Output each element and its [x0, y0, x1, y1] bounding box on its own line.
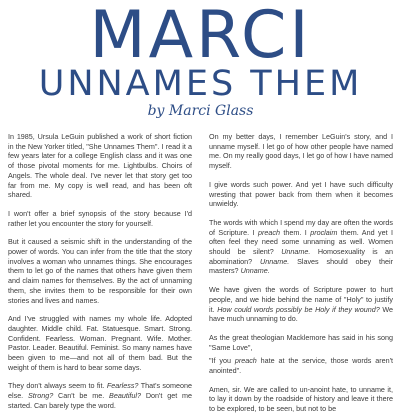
paragraph-7: I give words such power. And yet I have such difficulty wresting that power back from them when it becomes unwieldy.	[209, 179, 393, 209]
emphasis-text: Unname.	[281, 247, 311, 257]
paragraph-4: And I've struggled with names my whole life. Adopted daughter. Middle child. Fat. Statuesque. Smart. Strong. Confident. Fearless. Woman. Pregnant. Wife. Mother. Pastor. Leader. Beautiful. Feminist. So many names have been given to me—and not all of them bad. But the weight of them is hard to bear some days.	[8, 314, 192, 372]
left-column	[8, 132, 193, 410]
paragraph-9: We have given the words of Scripture power to hurt people, and we hide behind the name of "Holy" to justify it. How could words possibly be Holy if they wound? We have much unnaming to do.	[209, 285, 394, 324]
emphasis-text: Strong?	[28, 391, 54, 401]
paragraph-1: In 1985, Ursula LeGuin published a work of short fiction in the New Yorker titled, "She Unnames Them". I read it a few years later for a college English class and it was one of those pivotal moments for me. Lightbulbs. Choirs of Angels. The whole deal. I've never let that story get too far from me. My copy is well read, and has been oft shared.	[8, 132, 192, 200]
paragraph-6: On my better days, I remember LeGuin's story, and I unname myself. I let go of how other people have named me. On my really good days, I let go of how I have named myself.	[209, 132, 393, 171]
emphasis-text: Unname.	[240, 266, 270, 276]
article-subtitle: UNNAMES THEM	[38, 64, 363, 104]
emphasis-text: preach	[258, 227, 280, 237]
paragraph-11: "If you preach hate at the service, those words aren't anointed".	[209, 356, 393, 376]
paragraph-12: Amen, sir. We are called to un-anoint hate, to unname it, to lay it down by the roadside of history and leave it there to be explored, to be seen, but not to be	[209, 384, 393, 414]
emphasis-text: preach	[234, 356, 257, 366]
paragraph-5: They don't always seem to fit. Fearless? That's someone else. Strong? Can't be me. Beautiful? Don't get me started. Can barely type the word.	[8, 381, 193, 410]
paragraph-3: But it caused a seismic shift in the understanding of the power of words. You can infer from the title that the story involves a woman who unnames things. She encourages them to let go of the names that others have given them and claim names for themselves. By the act of unnaming them, she invites them to be responsible for their own stories and lives and names.	[8, 237, 192, 305]
emphasis-text: Beautiful?	[109, 391, 141, 401]
paragraph-10: As the great theologian Macklemore has said in his song "Same Love",	[209, 332, 393, 352]
emphasis-text: How could words possibly be Holy if they wound?	[217, 304, 380, 314]
emphasis-text: Unname.	[260, 256, 290, 266]
paragraph-8: The words with which I spend my day are often the words of Scripture. I preach them. I proclaim them. And yet I often feel they need some unnaming as well. Women should be silent? Unname. Homosexuality is an abomination? Unname. Slaves should obey their masters? Unname.	[209, 217, 393, 276]
paragraph-2: I won't offer a brief synopsis of the story because I'd rather let you encounter the story for yourself.	[8, 208, 192, 228]
article-byline: by Marci Glass	[147, 103, 254, 119]
emphasis-text: Fearless?	[106, 381, 139, 391]
right-column	[209, 132, 394, 414]
emphasis-text: proclaim	[310, 227, 338, 237]
article-title: MARCI	[89, 0, 312, 73]
